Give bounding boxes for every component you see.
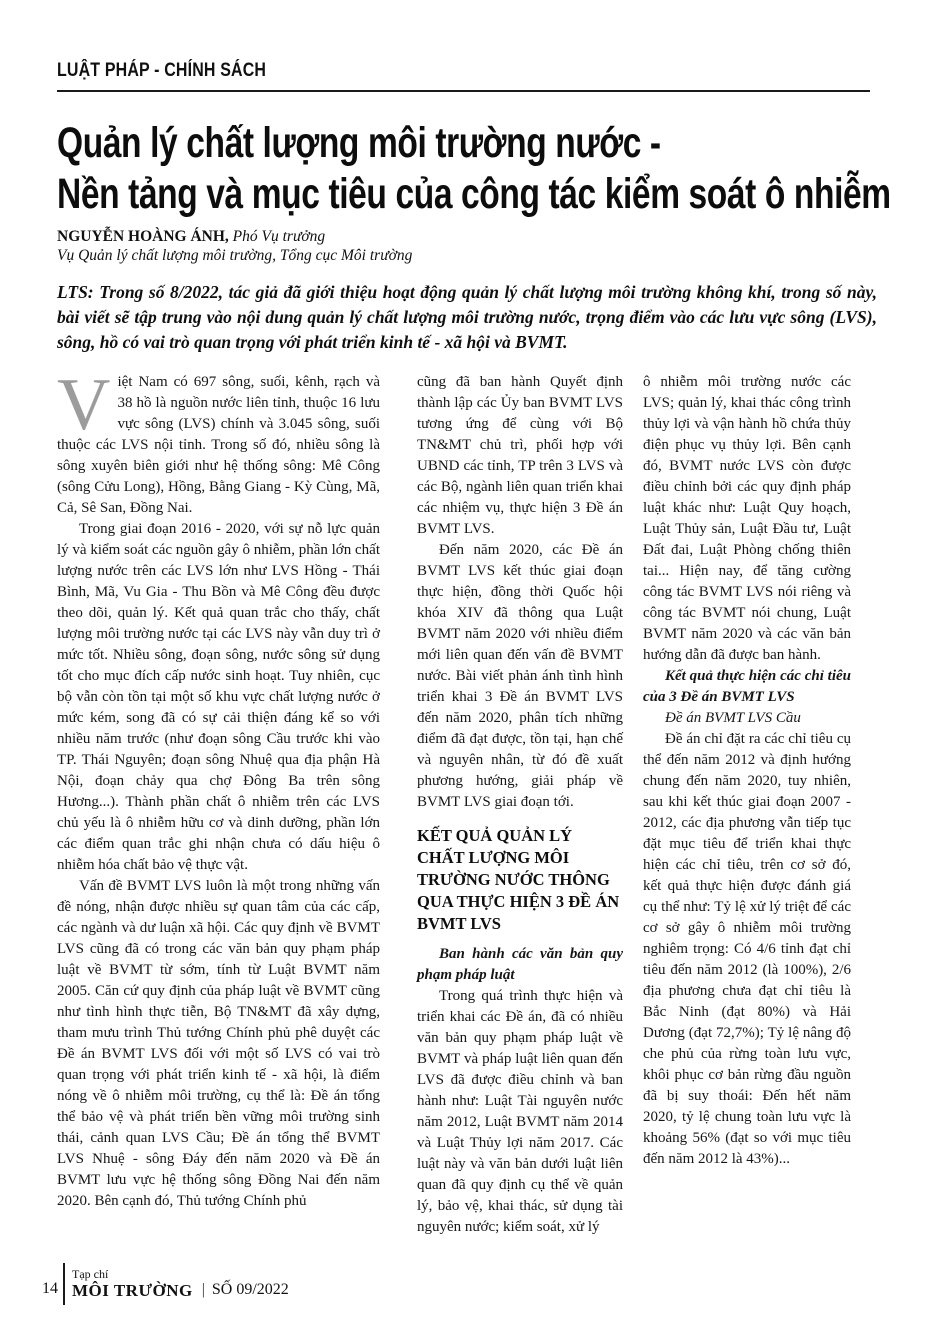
issue-block: [202, 1281, 289, 1305]
byline: [57, 226, 325, 247]
paragraph: Đề án chỉ đặt ra các chỉ tiêu cụ thể đến năm 2012 và định hướng chung đến năm 2020, tuy nhiên, sau khi kết thúc giai đoạn 2007 - 2012, các địa phương vẫn tiếp tục đặt mục tiêu để triển khai thực hiện các chỉ tiêu, trên cơ sở đó, kết quả thực hiện được đánh giá cụ thể như: Tỷ lệ xử lý triệt để các cơ sở gây ô nhiễm môi trường nghiêm trọng: Có 4/6 tỉnh đạt chỉ tiêu đến năm 2012 (là 100%), 2/6 địa phương chưa đạt chỉ tiêu là Bắc Ninh (đạt 80%) và Hải Dương (đạt 72,7%); Tỷ lệ nâng độ che phủ của rừng toàn lưu vực, khôi phục cơ bản rừng đầu nguồn đã bị suy thoái: Đến hết năm 2020, tỷ lệ chung toàn lưu vực là khoảng 56% (đạt so với mục tiêu đến năm 2012 là 43%)...: [643, 731, 851, 1167]
page-number: 14: [42, 1280, 58, 1297]
paragraph: Trong quá trình thực hiện và triển khai các Đề án, đã có nhiều văn bản quy phạm pháp luật về BVMT và pháp luật liên quan đến LVS đã được điều chỉnh và ban hành như: Luật Tài nguyên nước năm 2012, Luật BVMT năm 2014 và Luật Thủy lợi năm 2017. Các luật này và văn bản dưới luật liên quan đã quy định cụ thể về quản lý, bảo vệ, khai thác, sử dụng tài nguyên nước; kiểm soát, xử lý: [417, 988, 623, 1235]
article-title-line2: Nền tảng và mục tiêu của công tác kiểm soát ô nhiễm: [57, 170, 891, 218]
journal-label: Tạp chí: [72, 1267, 109, 1281]
issue-divider: |: [201, 1281, 205, 1298]
paragraph: Đến năm 2020, các Đề án BVMT LVS kết thúc giai đoạn thực hiện, đồng thời Quốc hội khóa XIV đã thông qua Luật BVMT năm 2020 với nhiều điểm mới liên quan đến vấn đề BVMT nước. Bài viết phản ánh tình hình triển khai 3 Đề án BVMT LVS đến năm 2020, phân tích những điểm đã đạt được, tồn tại, hạn chế và nguyên nhân, từ đó đề xuất phương hướng, giải pháp về BVMT LVS giai đoạn tới.: [417, 542, 623, 810]
column-3: [643, 372, 851, 1170]
section-kicker: LUẬT PHÁP - CHÍNH SÁCH: [57, 60, 267, 81]
subheading: Kết quả thực hiện các chỉ tiêu của 3 Đề án BVMT LVS: [643, 668, 851, 705]
paragraph: ô nhiễm môi trường nước các LVS; quản lý, khai thác công trình thủy lợi và vận hành hồ chứa thủy điện phục vụ thủy lợi. Bên cạnh đó, BVMT nước LVS còn được điều chỉnh bởi các quy định pháp luật khác như: Luật Quy hoạch, Luật Thủy sản, Luật Đầu tư, Luật Đất đai, Luật Phòng chống thiên tai... Hiện nay, để tăng cường công tác BVMT LVS nói riêng và công tác BVMT nói chung, Luật BVMT năm 2020 và các văn bản hướng dẫn đã được ban hành.: [643, 374, 851, 663]
paragraph: Trong giai đoạn 2016 - 2020, với sự nỗ lực quản lý và kiểm soát các nguồn gây ô nhiễm, phần lớn chất lượng nước trên các LVS lớn như LVS Hồng - Thái Bình, Mã, Vu Gia - Thu Bồn và Mê Công đều được theo dõi, quản lý. Kết quả quan trắc cho thấy, chất lượng môi trường nước tại các LVS này vẫn duy trì ở mức tốt. Nhiều sông, đoạn sông, nước sông sử dụng tốt cho mục đích cấp nước sinh hoạt. Tuy nhiên, cục bộ vẫn còn tồn tại một số khu vực chất lượng nước ở mức kém, song đã có sự cải thiện đáng kể so với nhiều năm trước (như đoạn sông Cầu trước khi vào TP. Thái Nguyên; đoạn sông Nhuệ qua địa phận Hà Nội, đoạn chảy qua chợ Đông Ba trên sông Hương...). Thành phần chất ô nhiễm trên các LVS chủ yếu là ô nhiễm hữu cơ và dinh dưỡng, phần lớn các điểm quan trắc ghi nhận chưa có dấu hiệu ô nhiễm hóa chất bảo vệ thực vật.: [57, 521, 380, 873]
subheading: Ban hành các văn bản quy phạm pháp luật: [417, 946, 623, 983]
paragraph-text: iệt Nam có 697 sông, suối, kênh, rạch và 38 hồ là nguồn nước liên tỉnh, thuộc 16 lưu vực sông (LVS) chính và 3.045 sông, suối thuộc các LVS nội tỉnh. Trong số đó, nhiều sông là sông xuyên biên giới như hệ thống sông: Mê Công (sông Cửu Long), Hồng, Bằng Giang - Kỳ Cùng, Mã, Cả, Sê San, Đồng Nai.: [57, 374, 380, 516]
footer-divider: [63, 1263, 65, 1305]
author-role: Phó Vụ trưởng: [228, 228, 326, 245]
journal-name: MÔI TRƯỜNG: [72, 1281, 193, 1300]
article-title-line1: Quản lý chất lượng môi trường nước -: [57, 119, 661, 167]
journal-block: [72, 1268, 193, 1305]
author-affiliation: Vụ Quản lý chất lượng môi trường, Tổng cục Môi trường: [57, 247, 413, 264]
paragraph: cũng đã ban hành Quyết định thành lập các Ủy ban BVMT LVS tương ứng để cùng với Bộ TN&MT chủ trì, phối hợp với UBND các tỉnh, TP trên 3 LVS và các Bộ, ngành liên quan triển khai các nhiệm vụ, thực hiện 3 Đề án BVMT LVS.: [417, 374, 623, 537]
lede-paragraph: LTS: Trong số 8/2022, tác giả đã giới thiệu hoạt động quản lý chất lượng môi trường không khí, trong số này, bài viết sẽ tập trung vào nội dung quản lý chất lượng môi trường nước, trọng điểm vào các lưu vực sông (LVS), sông, hồ có vai trò quan trọng với phát triển kinh tế - xã hội và BVMT.: [57, 282, 877, 352]
section-heading: KẾT QUẢ QUẢN LÝ CHẤT LƯỢNG MÔI TRƯỜNG NƯỚC THÔNG QUA THỰC HIỆN 3 ĐỀ ÁN BVMT LVS: [417, 826, 620, 933]
column-2: [417, 372, 623, 1238]
page-footer: [42, 1263, 289, 1305]
kicker-rule: [57, 90, 870, 92]
paragraph: Vấn đề BVMT LVS luôn là một trong những vấn đề nóng, nhận được nhiều sự quan tâm của các cấp, các ngành và dư luận xã hội. Các quy định về BVMT LVS cũng đã có trong các văn bản quy phạm pháp luật về BVMT từ sớm, tính từ Luật BVMT năm 2005. Căn cứ quy định của pháp luật về BVMT cũng như tình hình thực tiễn, Bộ TN&MT đã xây dựng, tham mưu trình Thủ tướng Chính phủ phê duyệt các Đề án BVMT LVS đối với một số LVS có vai trò quan trọng với phát triển kinh tế - xã hội, là điểm nóng về ô nhiễm môi trường, cụ thể là: Đề án tổng thể bảo vệ và phát triển bền vững môi trường sinh thái, cảnh quan LVS Cầu; Đề án tổng thể BVMT LVS Nhuệ - sông Đáy đến năm 2020 và Đề án BVMT lưu vực hệ thống sông Đồng Nai đến năm 2020. Bên cạnh đó, Thủ tướng Chính phủ: [57, 878, 380, 1209]
column-1: [57, 364, 380, 1212]
paragraph: [57, 364, 380, 519]
article-title: [57, 118, 929, 220]
article-body: [57, 364, 851, 1238]
dropcap-letter: V: [57, 364, 111, 446]
issue-number: SỐ 09/2022: [211, 1281, 289, 1298]
author-name: NGUYỄN HOÀNG ÁNH,: [57, 228, 229, 245]
subheading-minor: Đề án BVMT LVS Cầu: [665, 710, 801, 726]
